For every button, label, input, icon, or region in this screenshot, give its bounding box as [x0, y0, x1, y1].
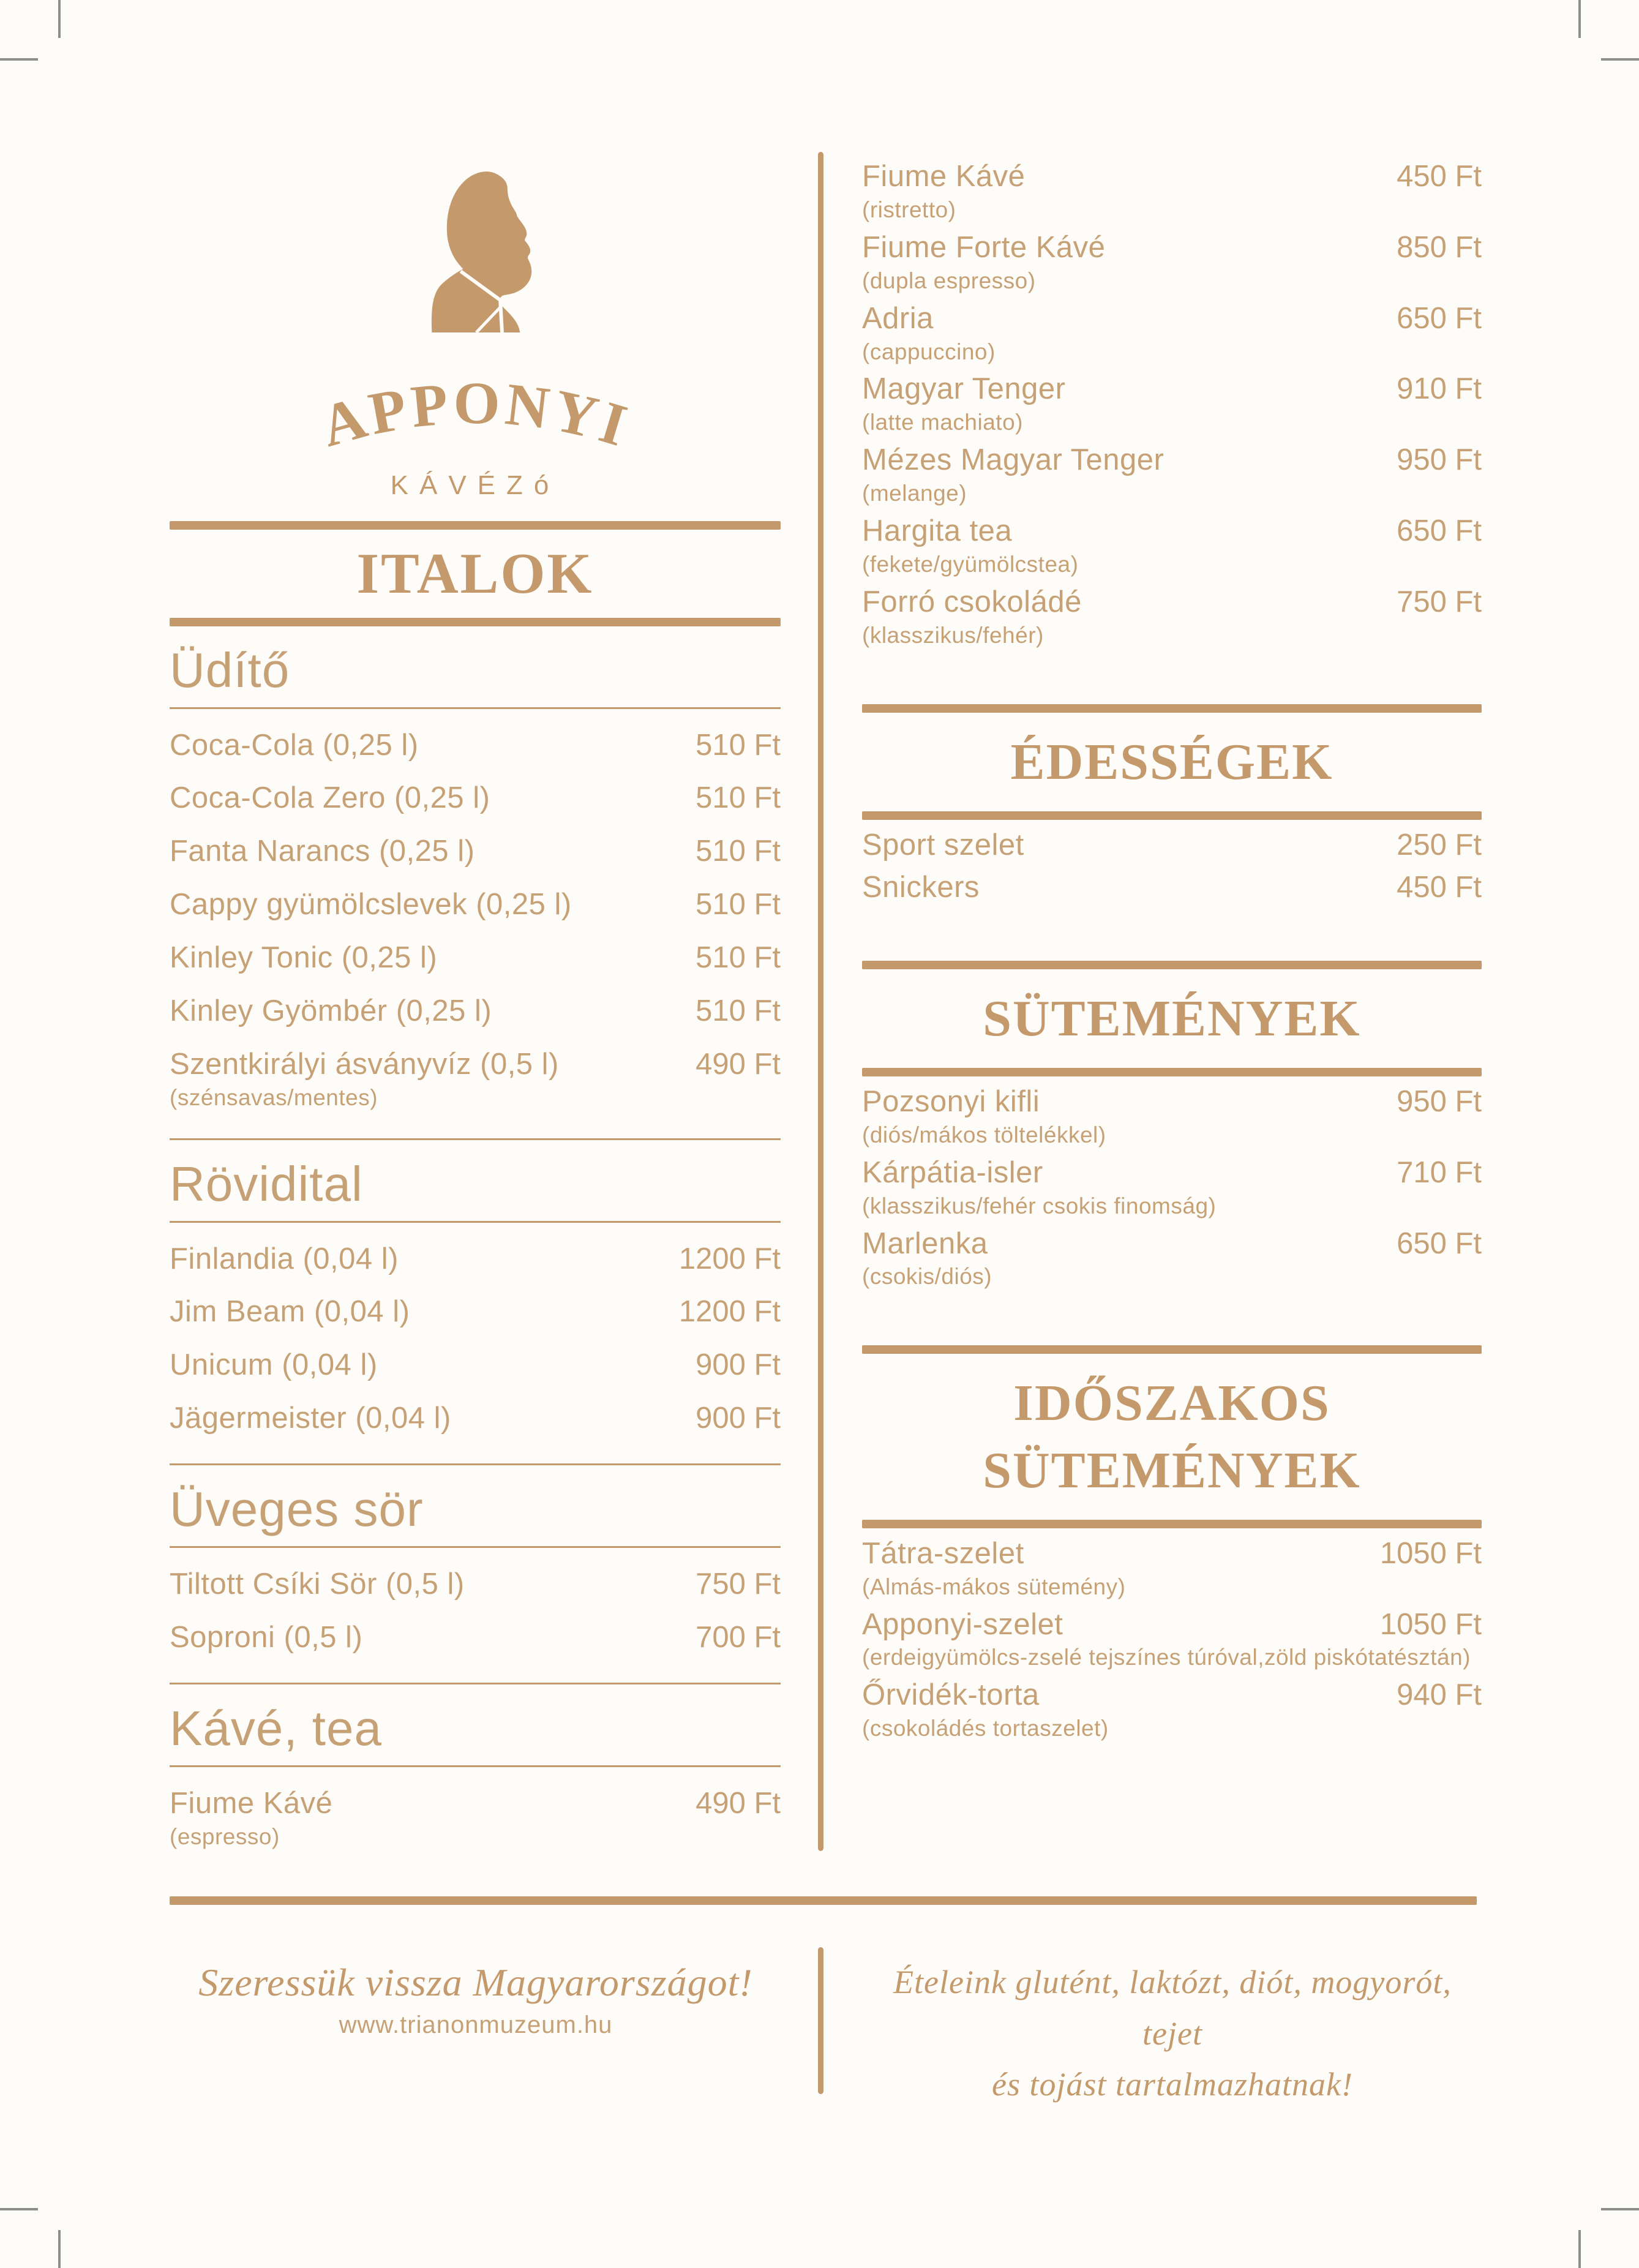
right-column [862, 151, 1482, 1741]
crop-mark [1578, 2230, 1581, 2268]
crop-mark [0, 2208, 38, 2210]
menu-item [862, 1156, 1482, 1218]
section-title: Rövidital [170, 1156, 363, 1211]
item-name: Coca-Cola Zero (0,25 l) [170, 781, 490, 815]
footer-slogan: Szeressük vissza Magyarországot! [198, 1961, 753, 2004]
item-name: Fanta Narancs (0,25 l) [170, 835, 475, 868]
column-divider [818, 152, 823, 1851]
section-uveges-sor [170, 1463, 781, 1654]
menu-item [862, 1227, 1482, 1290]
item-name: Szentkirályi ásványvíz (0,5 l) [170, 1047, 559, 1081]
menu-item [862, 1537, 1482, 1599]
menu-item [170, 1048, 781, 1110]
crop-mark [1601, 2208, 1639, 2210]
item-name: Cappy gyümölcslevek (0,25 l) [170, 888, 572, 922]
item-name: Soproni (0,5 l) [170, 1620, 363, 1654]
footer-divider-horizontal [170, 1896, 1477, 1905]
allergen-note-line1: Ételeink glutént, laktózt, diót, mogyorót, tejet [893, 1964, 1452, 2052]
item-price: 1200 Ft [678, 1242, 781, 1275]
logo [279, 151, 671, 506]
section-banner-title: IDŐSZAKOS SÜTEMÉNYEK [983, 1375, 1361, 1499]
item-note: (erdeigyümölcs-zselé tejszínes túróval,zöld piskótatésztán) [862, 1645, 1471, 1670]
item-price: 850 Ft [1397, 230, 1482, 264]
item-price: 1050 Ft [1379, 1536, 1482, 1570]
crop-mark [58, 2230, 61, 2268]
item-price: 950 Ft [1397, 443, 1482, 477]
section-banner-title: SÜTEMÉNYEK [983, 989, 1361, 1047]
item-name: Fiume Kávé [862, 160, 1026, 193]
divider-thick [862, 811, 1482, 820]
section-banner-title: ÉDESSÉGEK [1010, 733, 1333, 790]
item-name: Pozsonyi kifli [862, 1084, 1040, 1118]
item-price: 250 Ft [1397, 828, 1482, 862]
item-price: 510 Ft [696, 888, 781, 922]
menu-item [170, 888, 781, 922]
item-name: Kinley Tonic (0,25 l) [170, 941, 438, 974]
item-price: 650 Ft [1397, 514, 1482, 548]
item-name: Őrvidék-torta [862, 1678, 1040, 1712]
item-price: 700 Ft [696, 1620, 781, 1654]
menu-item [862, 1608, 1482, 1670]
section-kave-tea [170, 1683, 781, 1849]
item-note: (szénsavas/mentes) [170, 1084, 378, 1110]
menu-item [862, 302, 1482, 364]
item-note: (klasszikus/fehér csokis finomság) [862, 1193, 1217, 1218]
item-name: Tátra-szelet [862, 1536, 1024, 1570]
crop-mark [0, 58, 38, 61]
item-name: Marlenka [862, 1226, 988, 1260]
menu-item [170, 1348, 781, 1382]
item-name: Sport szelet [862, 828, 1024, 862]
item-note: (diós/mákos töltelékkel) [862, 1122, 1106, 1147]
item-note: (latte machiato) [862, 410, 1023, 435]
item-price: 450 Ft [1397, 870, 1482, 904]
menu-item [170, 781, 781, 815]
menu-item [170, 1242, 781, 1276]
item-name: Kárpátia-isler [862, 1155, 1043, 1189]
item-price: 750 Ft [1397, 585, 1482, 618]
section-title: Kávé, tea [170, 1700, 383, 1755]
item-list [862, 828, 1482, 904]
menu-item [862, 160, 1482, 222]
item-price: 510 Ft [696, 835, 781, 868]
item-note: (csokis/diós) [862, 1264, 992, 1290]
item-name: Magyar Tenger [862, 372, 1066, 406]
item-price: 650 Ft [1397, 301, 1482, 335]
item-price: 510 Ft [696, 994, 781, 1027]
coffee-item-list [862, 160, 1482, 648]
item-price: 900 Ft [696, 1348, 781, 1382]
divider-thick [862, 1520, 1482, 1528]
item-name: Snickers [862, 870, 980, 904]
footer-website: www.trianonmuzeum.hu [339, 2011, 613, 2039]
bust-silhouette-icon [432, 171, 531, 332]
item-price: 900 Ft [696, 1402, 781, 1435]
item-name: Adria [862, 301, 934, 335]
menu-item [170, 1621, 781, 1654]
item-name: Unicum (0,04 l) [170, 1348, 378, 1382]
brand-arc-text: APPONYI [313, 370, 637, 460]
item-price: 1200 Ft [678, 1295, 781, 1329]
footer-right [869, 1957, 1476, 2111]
item-name: Mézes Magyar Tenger [862, 443, 1165, 477]
item-name: Hargita tea [862, 514, 1013, 548]
divider-thin [170, 1765, 781, 1767]
item-note: (fekete/gyümölcstea) [862, 552, 1079, 577]
section-edessegek [862, 704, 1482, 904]
item-name: Forró csokoládé [862, 585, 1082, 618]
item-name: Tiltott Csíki Sör (0,5 l) [170, 1568, 465, 1601]
brand-subtitle: KÁVÉZó [390, 470, 560, 500]
item-name: Fiume Kávé [170, 1786, 333, 1820]
divider-thick [170, 618, 781, 626]
drinks-header: ITALOK [356, 542, 594, 606]
item-note: (espresso) [170, 1823, 280, 1849]
section-idoszakos-sutemenyek [862, 1345, 1482, 1741]
footer-divider-vertical [818, 1947, 823, 2094]
item-price: 510 Ft [696, 941, 781, 974]
menu-item [862, 828, 1482, 862]
item-price: 940 Ft [1397, 1678, 1482, 1712]
item-name: Kinley Gyömbér (0,25 l) [170, 994, 492, 1027]
footer-left [170, 1957, 782, 2039]
item-price: 650 Ft [1397, 1226, 1482, 1260]
menu-item [862, 443, 1482, 506]
item-name: Fiume Forte Kávé [862, 230, 1106, 264]
item-price: 510 Ft [696, 781, 781, 815]
menu-item [170, 835, 781, 868]
divider-thick [862, 1068, 1482, 1076]
menu-item [862, 871, 1482, 904]
section-title: Üveges sör [170, 1482, 424, 1537]
item-note: (csokoládés tortaszelet) [862, 1716, 1109, 1741]
item-list [170, 1787, 781, 1849]
divider-thin [170, 707, 781, 709]
item-price: 450 Ft [1397, 160, 1482, 193]
item-price: 950 Ft [1397, 1084, 1482, 1118]
item-list [862, 1537, 1482, 1741]
section-sutemenyek [862, 961, 1482, 1290]
item-name: Apponyi-szelet [862, 1607, 1063, 1641]
item-price: 910 Ft [1397, 372, 1482, 406]
crop-mark [1601, 58, 1639, 61]
item-price: 510 Ft [696, 728, 781, 762]
item-name: Jim Beam (0,04 l) [170, 1295, 410, 1329]
item-note: (dupla espresso) [862, 268, 1036, 293]
item-note: (ristretto) [862, 197, 956, 222]
divider-thick [862, 1345, 1482, 1354]
menu-item [862, 585, 1482, 648]
divider-thick [862, 704, 1482, 713]
menu-item [862, 231, 1482, 293]
menu-item [170, 1295, 781, 1329]
menu-item [170, 1568, 781, 1601]
logo-graphic [279, 151, 671, 506]
item-note: (Almás-mákos sütemény) [862, 1574, 1126, 1599]
menu-item [170, 994, 781, 1028]
divider-thick [862, 961, 1482, 969]
left-column [170, 151, 781, 1849]
divider-thick [170, 521, 781, 530]
item-note: (cappuccino) [862, 339, 996, 364]
item-list [862, 1085, 1482, 1289]
menu-item [862, 1085, 1482, 1147]
item-note: (melange) [862, 481, 967, 506]
menu-item [170, 729, 781, 762]
item-list [170, 1568, 781, 1654]
divider-thin [170, 1221, 781, 1223]
item-price: 750 Ft [696, 1568, 781, 1601]
item-list [170, 729, 781, 1110]
allergen-note-line2: és tojást tartalmazhatnak! [992, 2066, 1353, 2103]
item-name: Jägermeister (0,04 l) [170, 1402, 451, 1435]
section-udito [170, 642, 781, 1110]
menu-item [170, 1787, 781, 1849]
divider-thin [170, 1546, 781, 1548]
section-rovidital [170, 1138, 781, 1436]
item-note: (klasszikus/fehér) [862, 622, 1044, 648]
item-name: Finlandia (0,04 l) [170, 1242, 399, 1275]
item-list [170, 1242, 781, 1436]
menu-item [862, 372, 1482, 435]
menu-item [862, 514, 1482, 577]
item-price: 490 Ft [696, 1786, 781, 1820]
item-name: Coca-Cola (0,25 l) [170, 728, 419, 762]
item-price: 710 Ft [1397, 1155, 1482, 1189]
menu-item [862, 1678, 1482, 1741]
item-price: 490 Ft [696, 1047, 781, 1081]
section-title: Üdítő [170, 642, 290, 697]
item-price: 1050 Ft [1379, 1607, 1482, 1641]
crop-mark [58, 0, 61, 38]
menu-item [170, 941, 781, 975]
crop-mark [1578, 0, 1581, 38]
menu-item [170, 1402, 781, 1435]
